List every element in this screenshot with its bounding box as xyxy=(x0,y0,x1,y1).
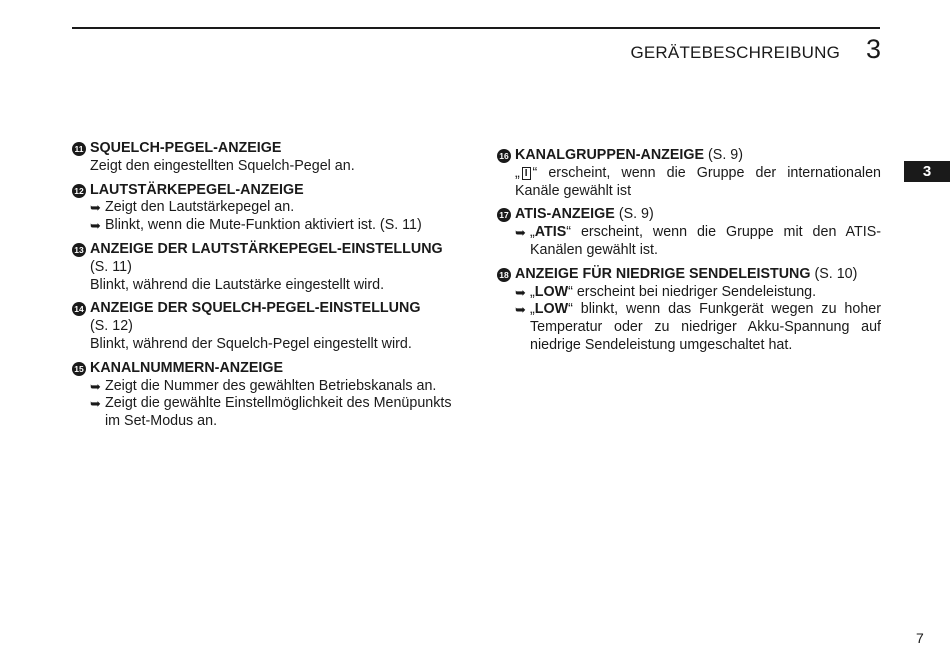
item-text: Blinkt, während die Lautstärke eingestellt wird. xyxy=(90,276,385,293)
item-text: Blinkt, während der Squelch-Pegel eingestellt wird. xyxy=(90,335,412,352)
item-low-power-display xyxy=(497,266,881,355)
chapter-number: 3 xyxy=(865,34,881,64)
page-number: 7 xyxy=(916,630,924,646)
page-reference: (S. 9) xyxy=(708,147,743,163)
item-number-badge: 17 xyxy=(497,208,511,222)
item-title: KANALGRUPPEN-ANZEIGE xyxy=(515,147,705,163)
arrow-bullet-icon: ➥ xyxy=(515,284,526,300)
item-title: ATIS-ANZEIGE xyxy=(515,206,615,223)
bullet-line: ➥ Zeigt die Nummer des gewählten Betriebskanals an. xyxy=(90,377,437,394)
item-number-badge: 16 xyxy=(497,149,511,163)
item-channel-number-display xyxy=(72,360,460,431)
item-text: Zeigt den eingestellten Squelch-Pegel an. xyxy=(90,157,355,174)
item-number-badge: 12 xyxy=(72,184,86,198)
item-number-badge: 18 xyxy=(497,268,511,282)
item-title: LAUTSTÄRKEPEGEL-ANZEIGE xyxy=(90,181,304,198)
header-rule xyxy=(72,27,880,29)
item-text: „ I “ erscheint, wenn die Gruppe der internationalen Kanäle gewählt ist xyxy=(515,164,881,199)
arrow-bullet-icon: ➥ xyxy=(90,218,101,234)
item-title: ANZEIGE DER LAUTSTÄRKEPEGEL-EINSTELLUNG xyxy=(90,240,443,257)
low-keyword: LOW xyxy=(534,283,569,300)
chapter-side-tab[interactable]: 3 xyxy=(904,161,950,182)
item-squelch-level-display xyxy=(72,140,460,176)
item-number-badge: 14 xyxy=(72,302,86,316)
item-number-badge: 13 xyxy=(72,243,86,257)
bullet-line: ➥ Blinkt, wenn die Mute-Funktion aktiviert ist. (S. 11) xyxy=(90,217,422,234)
item-channel-group-display xyxy=(497,147,881,200)
bullet-line: ➥ „LOW“ erscheint bei niedriger Sendeleistung. xyxy=(515,283,817,300)
arrow-bullet-icon: ➥ xyxy=(515,225,526,241)
arrow-bullet-icon: ➥ xyxy=(90,396,101,412)
page-reference: (S. 9) xyxy=(618,206,654,223)
item-title: ANZEIGE FÜR NIEDRIGE SENDELEISTUNG xyxy=(515,265,811,282)
arrow-bullet-icon: ➥ xyxy=(90,200,101,216)
item-number-badge: 11 xyxy=(72,142,86,156)
bullet-line: ➥ „LOW“ blinkt, wenn das Funkgerät wegen zu hoher Temperatur oder zu niedriger Akku-Spannung auf niedrige Sendeleistung umgeschaltet hat. xyxy=(515,301,881,353)
bullet-line: ➥ Zeigt die gewählte Einstellmöglichkeit des Menüpunkts im Set-Modus an. xyxy=(90,395,452,430)
item-volume-setting-display xyxy=(72,241,460,294)
right-column xyxy=(497,147,881,361)
item-title: KANALNUMMERN-ANZEIGE xyxy=(90,359,283,376)
item-volume-level-display xyxy=(72,182,460,235)
page-reference: (S. 12) xyxy=(90,318,133,335)
international-channel-icon: I xyxy=(522,167,531,180)
page-reference: (S. 11) xyxy=(90,258,132,275)
chapter-title: GERÄTEBESCHREIBUNG xyxy=(630,43,840,62)
atis-keyword: ATIS xyxy=(534,224,567,241)
item-title: SQUELCH-PEGEL-ANZEIGE xyxy=(90,140,282,156)
page-reference: (S. 10) xyxy=(814,265,858,282)
item-number-badge: 15 xyxy=(72,362,86,376)
arrow-bullet-icon: ➥ xyxy=(515,302,526,318)
item-title: ANZEIGE DER SQUELCH-PEGEL-EINSTELLUNG xyxy=(90,300,421,317)
low-keyword: LOW xyxy=(534,301,569,318)
bullet-line: ➥ „ATIS“ erscheint, wenn die Gruppe mit den ATIS-Kanälen gewählt ist. xyxy=(515,224,881,258)
bullet-line: ➥ Zeigt den Lautstärkepegel an. xyxy=(90,199,295,216)
item-squelch-setting-display xyxy=(72,300,460,353)
arrow-bullet-icon: ➥ xyxy=(90,378,101,394)
left-column xyxy=(72,140,460,437)
item-atis-display xyxy=(497,206,881,259)
